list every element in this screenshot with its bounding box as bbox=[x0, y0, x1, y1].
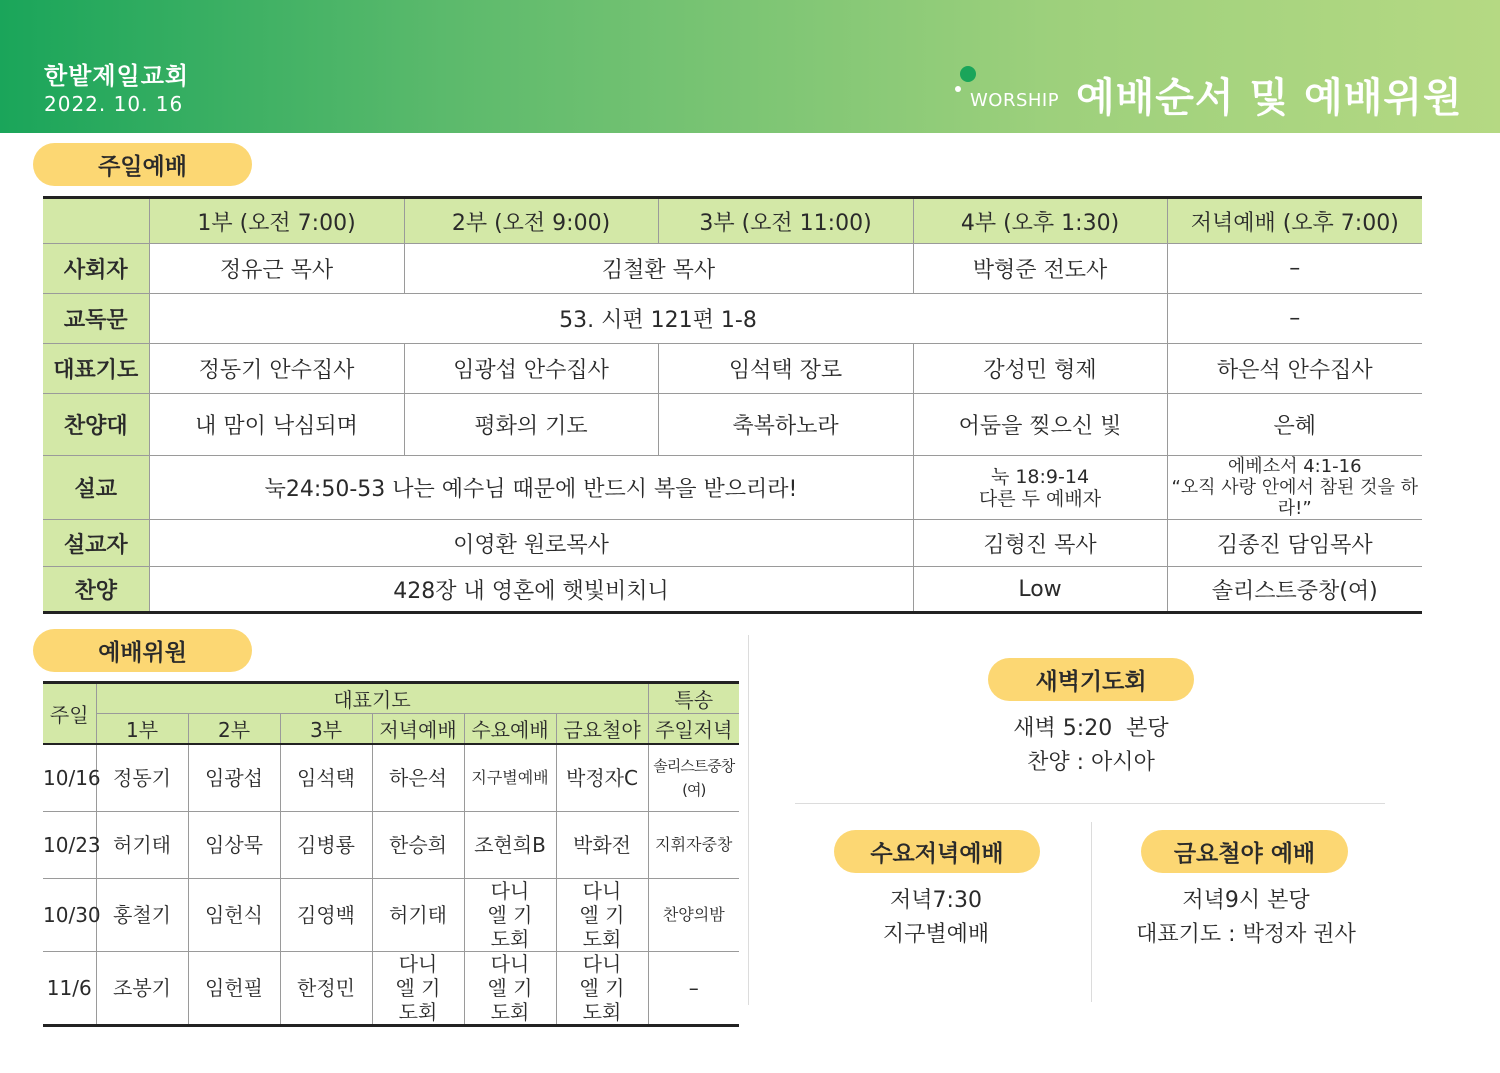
table-row bbox=[43, 811, 739, 878]
table-cell: Low bbox=[913, 567, 1167, 613]
row-header: 설교자 bbox=[43, 520, 149, 567]
column-header: 금요철야 bbox=[556, 714, 648, 745]
table-cell: 박화전 bbox=[556, 811, 648, 878]
table-cell: 정동기 안수집사 bbox=[149, 344, 404, 394]
table-cell: – bbox=[1167, 244, 1422, 294]
column-header: 주일저녁 bbox=[648, 714, 739, 745]
table-cell: 김철환 목사 bbox=[404, 244, 913, 294]
divider bbox=[748, 635, 749, 1005]
table-cell: 다니엘 기도회 bbox=[372, 951, 464, 1025]
table-cell: 축복하노라 bbox=[658, 394, 913, 456]
table-row bbox=[43, 951, 739, 1025]
table-cell: 428장 내 영혼에 햇빛비치니 bbox=[149, 567, 913, 613]
table-cell: 임석택 bbox=[280, 744, 372, 811]
column-header: 3부 bbox=[280, 714, 372, 745]
table-cell: 임헌식 bbox=[188, 878, 280, 951]
week-date: 10/30 bbox=[43, 878, 96, 951]
table-cell: 지휘자중창 bbox=[648, 811, 739, 878]
table-cell: 김영백 bbox=[280, 878, 372, 951]
table-cell bbox=[913, 456, 1167, 520]
table-cell: 다니엘 기도회 bbox=[556, 878, 648, 951]
column-group-header: 특송 bbox=[648, 683, 739, 714]
table-cell: 53. 시편 121편 1-8 bbox=[149, 294, 1167, 344]
column-header: 1부 (오전 7:00) bbox=[149, 198, 404, 244]
week-date: 11/6 bbox=[43, 951, 96, 1025]
row-header: 사회자 bbox=[43, 244, 149, 294]
table-cell: 임광섭 안수집사 bbox=[404, 344, 658, 394]
table-cell: 조봉기 bbox=[96, 951, 188, 1025]
table-row bbox=[43, 344, 1422, 394]
table-cell: 홍철기 bbox=[96, 878, 188, 951]
row-header: 대표기도 bbox=[43, 344, 149, 394]
sunday-service-table bbox=[43, 196, 1422, 614]
column-header: 2부 bbox=[188, 714, 280, 745]
dawn-prayer-hymn: 찬양 : 아시아 bbox=[1027, 750, 1155, 775]
table-row bbox=[43, 394, 1422, 456]
section-label-friday-service: 금요철야 예배 bbox=[1141, 830, 1348, 873]
column-header: 저녁예배 bbox=[372, 714, 464, 745]
dawn-prayer-time: 새벽 5:20 본당 bbox=[1013, 716, 1169, 741]
table-cell: 한승희 bbox=[372, 811, 464, 878]
column-header: 1부 bbox=[96, 714, 188, 745]
table-cell: 김병룡 bbox=[280, 811, 372, 878]
row-header: 교독문 bbox=[43, 294, 149, 344]
page-title: 예배순서 및 예배위원 bbox=[1076, 75, 1463, 121]
row-header: 찬양 bbox=[43, 567, 149, 613]
divider bbox=[795, 803, 1385, 804]
worship-label-en: WORSHIP bbox=[970, 90, 1060, 111]
church-name: 한밭제일교회 bbox=[44, 62, 190, 90]
table-cell: 내 맘이 낙심되며 bbox=[149, 394, 404, 456]
table-cell: 한정민 bbox=[280, 951, 372, 1025]
corner-cell bbox=[43, 198, 149, 244]
table-cell: 은혜 bbox=[1167, 394, 1422, 456]
table-cell: 솔리스트중창(여) bbox=[1211, 578, 1378, 604]
table-cell: 다니엘 기도회 bbox=[464, 878, 556, 951]
table-cell: 임헌필 bbox=[188, 951, 280, 1025]
table-cell: 평화의 기도 bbox=[404, 394, 658, 456]
week-date: 10/16 bbox=[43, 744, 96, 811]
row-header: 찬양대 bbox=[43, 394, 149, 456]
row-header: 설교 bbox=[43, 456, 149, 520]
table-cell: 다니엘 기도회 bbox=[556, 951, 648, 1025]
table-cell: 하은석 안수집사 bbox=[1167, 344, 1422, 394]
friday-time: 저녁9시 본당 bbox=[1182, 888, 1310, 913]
table-row bbox=[43, 520, 1422, 567]
table-cell: 이영환 원로목사 bbox=[149, 520, 913, 567]
column-header: 저녁예배 (오후 7:00) bbox=[1167, 198, 1422, 244]
dawn-prayer-info bbox=[940, 712, 1242, 780]
table-cell: – bbox=[688, 975, 699, 1000]
friday-prayer: 대표기도 : 박정자 권사 bbox=[1136, 922, 1356, 947]
table-cell: 정동기 bbox=[96, 744, 188, 811]
dot-small-icon bbox=[955, 86, 961, 92]
column-group-header: 대표기도 bbox=[96, 683, 648, 714]
table-cell: 강성민 형제 bbox=[913, 344, 1167, 394]
committee-table bbox=[43, 681, 739, 1027]
wednesday-detail: 지구별예배 bbox=[882, 922, 990, 947]
column-header: 2부 (오전 9:00) bbox=[404, 198, 658, 244]
table-cell: 정유근 목사 bbox=[149, 244, 404, 294]
table-row bbox=[43, 294, 1422, 344]
table-row bbox=[43, 567, 1422, 613]
table-cell: 지구별예배 bbox=[464, 744, 556, 811]
bulletin-date: 2022. 10. 16 bbox=[44, 92, 184, 116]
section-label-wednesday-service: 수요저녁예배 bbox=[834, 830, 1040, 873]
friday-service-info bbox=[1105, 884, 1387, 952]
table-cell: – bbox=[1167, 294, 1422, 344]
wednesday-service-info bbox=[800, 884, 1072, 952]
column-header: 주일 bbox=[43, 683, 96, 745]
sermon-scripture: 눅 18:9-14 bbox=[990, 465, 1090, 488]
table-cell: 하은석 bbox=[372, 744, 464, 811]
divider bbox=[1091, 822, 1092, 1002]
week-date: 10/23 bbox=[43, 811, 96, 878]
column-header: 3부 (오전 11:00) bbox=[658, 198, 913, 244]
sermon-title: 다른 두 예배자 bbox=[978, 487, 1102, 510]
section-label-dawn-prayer: 새벽기도회 bbox=[988, 658, 1194, 701]
table-cell: 어둠을 찢으신 빛 bbox=[913, 394, 1167, 456]
table-cell: 솔리스트중창(여) bbox=[648, 744, 739, 811]
table-cell: 임상묵 bbox=[188, 811, 280, 878]
table-row bbox=[43, 878, 739, 951]
table-cell: 허기태 bbox=[372, 878, 464, 951]
table-cell: 임광섭 bbox=[188, 744, 280, 811]
section-label-sunday-service: 주일예배 bbox=[33, 143, 252, 186]
table-cell: 박형준 전도사 bbox=[913, 244, 1167, 294]
table-cell: 허기태 bbox=[96, 811, 188, 878]
table-cell: 찬양의밤 bbox=[648, 878, 739, 951]
table-cell: 조현희B bbox=[464, 811, 556, 878]
table-cell: 눅24:50-53 나는 예수님 때문에 반드시 복을 받으리라! bbox=[149, 456, 913, 520]
table-cell: 박정자C bbox=[556, 744, 648, 811]
sermon-scripture: 에베소서 4:1-16 bbox=[1227, 456, 1362, 477]
table-cell bbox=[1167, 456, 1422, 520]
column-header: 수요예배 bbox=[464, 714, 556, 745]
table-cell: 다니엘 기도회 bbox=[464, 951, 556, 1025]
column-header: 4부 (오후 1:30) bbox=[913, 198, 1167, 244]
table-cell: 김종진 담임목사 bbox=[1167, 520, 1422, 567]
table-row bbox=[43, 456, 1422, 520]
dot-icon bbox=[960, 66, 976, 82]
table-row bbox=[43, 244, 1422, 294]
sermon-title: “오직 사랑 안에서 참된 것을 하라!” bbox=[1171, 477, 1419, 519]
section-label-committee: 예배위원 bbox=[33, 629, 252, 672]
header-banner bbox=[0, 0, 1500, 133]
table-cell: 임석택 장로 bbox=[658, 344, 913, 394]
table-row bbox=[43, 744, 739, 811]
table-cell: 김형진 목사 bbox=[913, 520, 1167, 567]
wednesday-time: 저녁7:30 bbox=[890, 888, 982, 913]
